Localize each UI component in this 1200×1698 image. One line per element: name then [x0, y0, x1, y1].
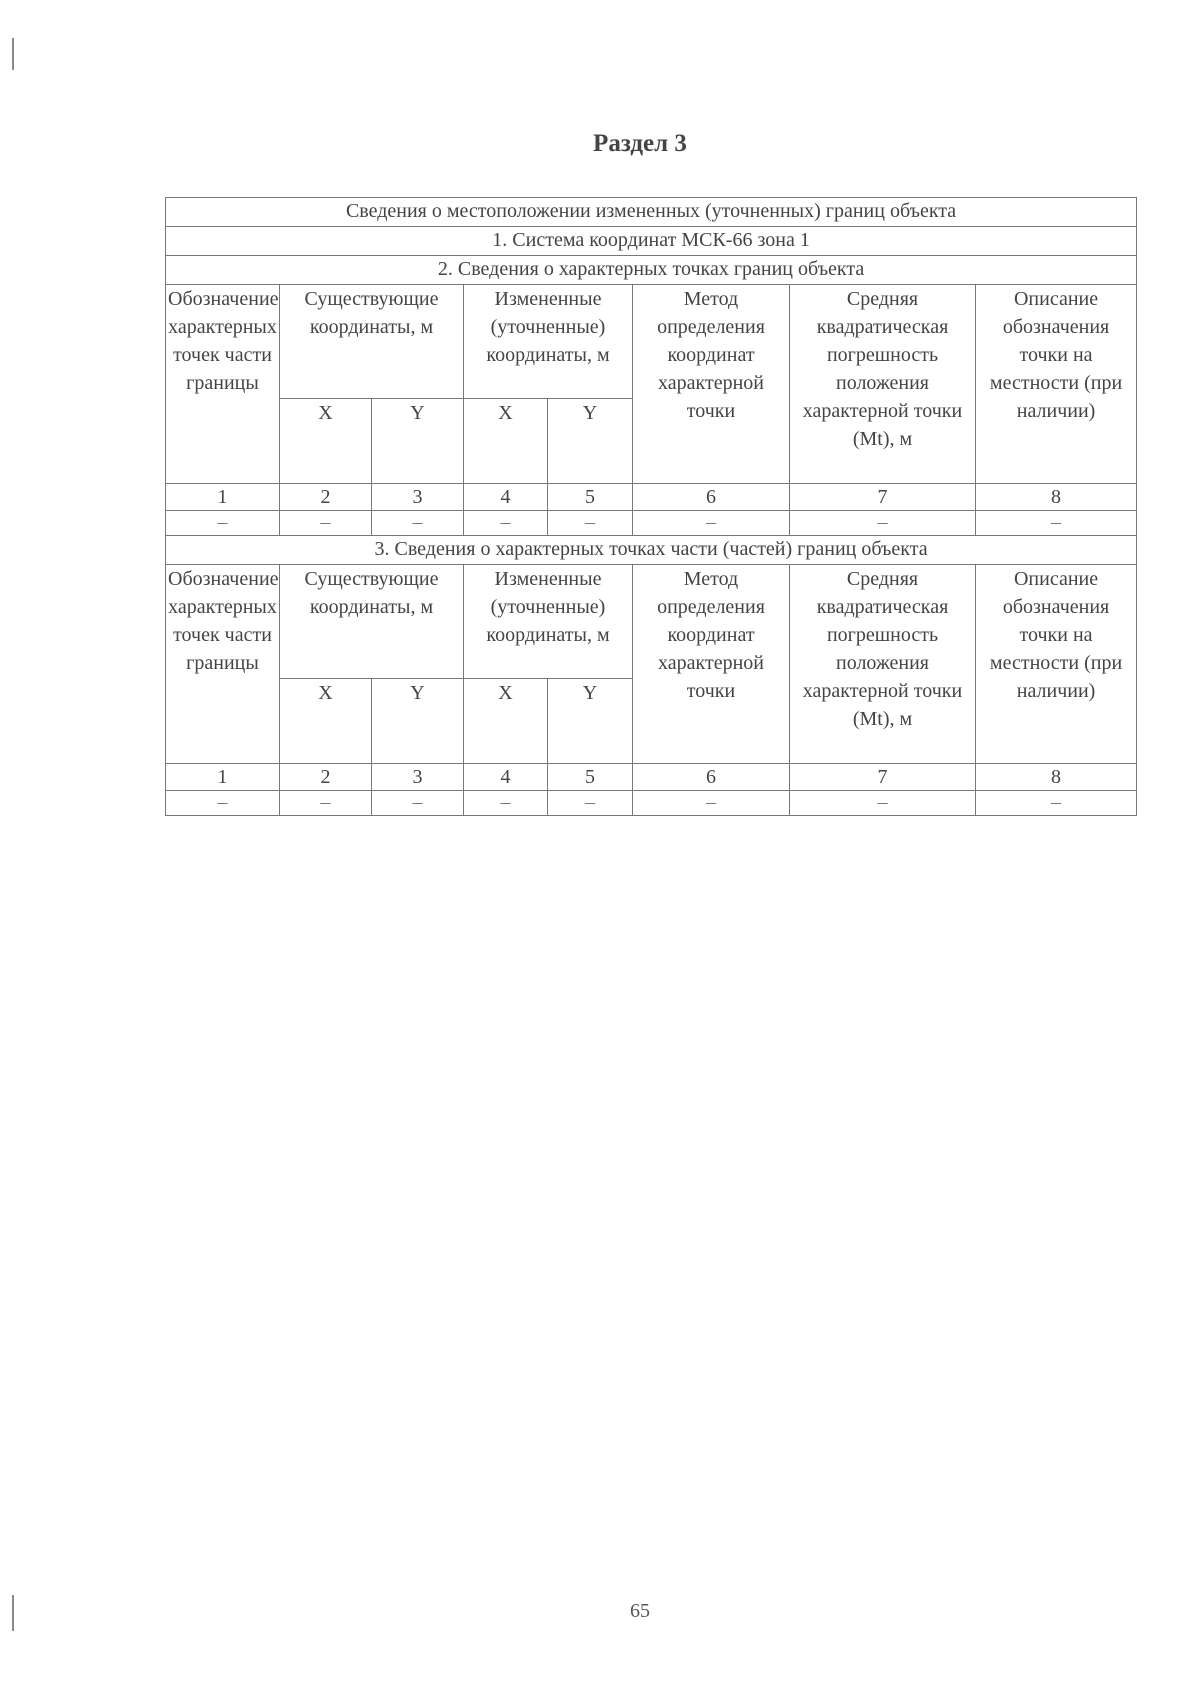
- table-cell: –: [464, 511, 548, 536]
- table-cell: –: [633, 791, 790, 816]
- header-changed-y: Y: [548, 678, 633, 763]
- table-cell: –: [166, 511, 280, 536]
- column-number: 7: [790, 484, 976, 511]
- table-cell: –: [372, 511, 464, 536]
- header-existing-x: X: [280, 398, 372, 483]
- table-row: [166, 791, 1137, 816]
- header-designation: Обозначение характерных точек части границы: [166, 285, 280, 484]
- table-cell: –: [372, 791, 464, 816]
- table-caption-row: [166, 198, 1137, 227]
- column-number: 4: [464, 764, 548, 791]
- header-row: [166, 565, 1137, 679]
- header-error: Средняя квадратическая погрешность положения характерной точки (Mt), м: [790, 565, 976, 764]
- column-number: 1: [166, 484, 280, 511]
- header-changed: Измененные (уточненные) координаты, м: [464, 285, 633, 399]
- table-row: [166, 511, 1137, 536]
- header-description: Описание обозначения точки на местности (при наличии): [976, 565, 1137, 764]
- column-number: 2: [280, 484, 372, 511]
- column-numbers-row: [166, 764, 1137, 791]
- table-cell: –: [166, 791, 280, 816]
- header-description: Описание обозначения точки на местности (при наличии): [976, 285, 1137, 484]
- column-number: 8: [976, 484, 1137, 511]
- header-changed: Измененные (уточненные) координаты, м: [464, 565, 633, 679]
- column-number: 7: [790, 764, 976, 791]
- header-method: Метод определения координат характерной точки: [633, 565, 790, 764]
- column-number: 3: [372, 764, 464, 791]
- table-cell: –: [464, 791, 548, 816]
- table-caption: Сведения о местоположении измененных (уточненных) границ объекта: [166, 198, 1137, 227]
- table-cell: –: [280, 511, 372, 536]
- column-number: 2: [280, 764, 372, 791]
- column-number: 5: [548, 764, 633, 791]
- table-cell: –: [790, 791, 976, 816]
- block-title: 2. Сведения о характерных точках границ объекта: [166, 256, 1137, 285]
- table-cell: –: [790, 511, 976, 536]
- coord-system: 1. Система координат МСК-66 зона 1: [166, 227, 1137, 256]
- column-number: 1: [166, 764, 280, 791]
- block-title-row: [166, 256, 1137, 285]
- header-changed-y: Y: [548, 398, 633, 483]
- table-cell: –: [280, 791, 372, 816]
- table-cell: –: [976, 511, 1137, 536]
- column-number: 5: [548, 484, 633, 511]
- scan-mark: [12, 38, 14, 70]
- column-number: 8: [976, 764, 1137, 791]
- section-title: Раздел 3: [593, 130, 687, 157]
- column-number: 4: [464, 484, 548, 511]
- header-changed-x: X: [464, 398, 548, 483]
- column-number: 6: [633, 764, 790, 791]
- block-title: 3. Сведения о характерных точках части (частей) границ объекта: [166, 536, 1137, 565]
- header-existing: Существующие координаты, м: [280, 565, 464, 679]
- column-number: 3: [372, 484, 464, 511]
- table-cell: –: [976, 791, 1137, 816]
- table-cell: –: [548, 791, 633, 816]
- block-title-row: [166, 536, 1137, 565]
- column-numbers-row: [166, 484, 1137, 511]
- header-designation: Обозначение характерных точек части границы: [166, 565, 280, 764]
- coord-system-row: [166, 227, 1137, 256]
- header-changed-x: X: [464, 678, 548, 763]
- column-number: 6: [633, 484, 790, 511]
- header-existing-x: X: [280, 678, 372, 763]
- boundary-points-table: [165, 197, 1137, 816]
- header-existing-y: Y: [372, 678, 464, 763]
- table-cell: –: [633, 511, 790, 536]
- header-row: [166, 285, 1137, 399]
- page-number: 65: [630, 1600, 650, 1622]
- header-existing-y: Y: [372, 398, 464, 483]
- table-cell: –: [548, 511, 633, 536]
- header-error: Средняя квадратическая погрешность положения характерной точки (Mt), м: [790, 285, 976, 484]
- header-existing: Существующие координаты, м: [280, 285, 464, 399]
- header-method: Метод определения координат характерной точки: [633, 285, 790, 484]
